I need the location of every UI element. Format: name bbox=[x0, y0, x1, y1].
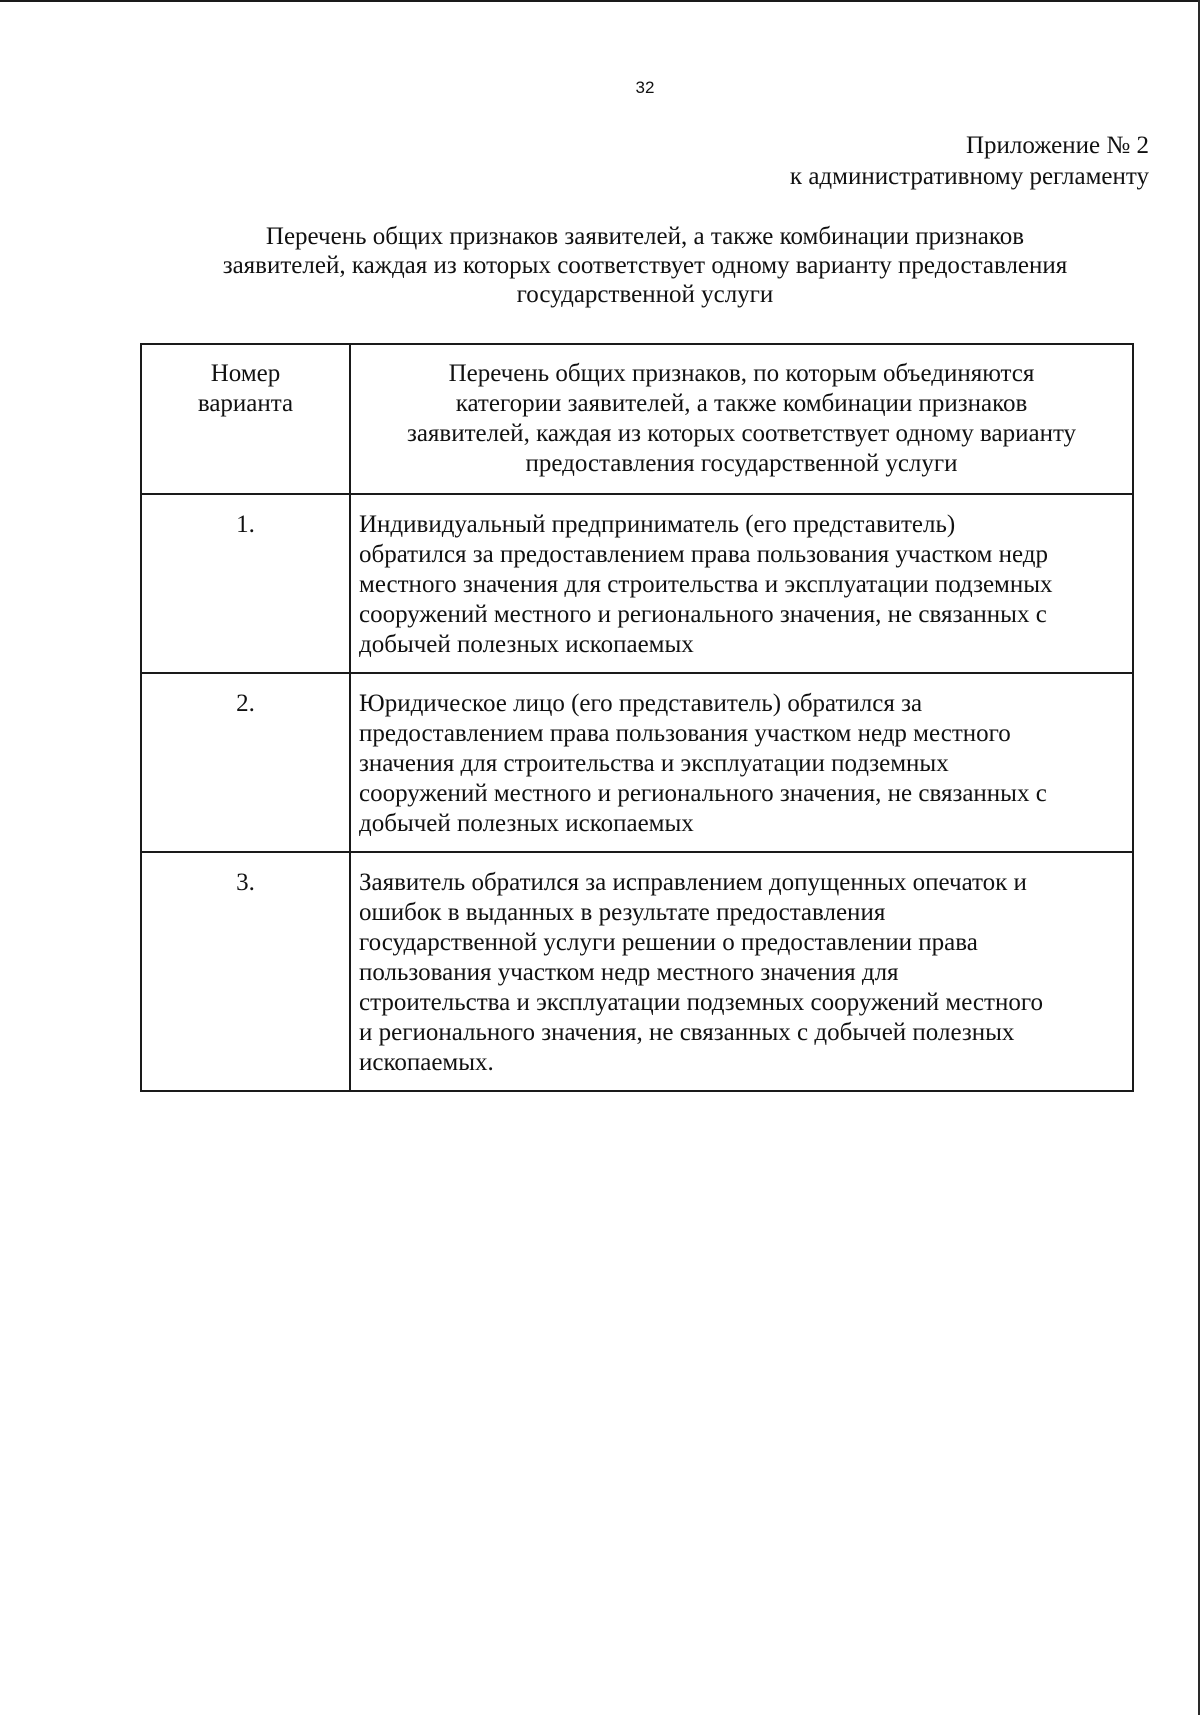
description-line: предоставлением права пользования участком недр местного bbox=[359, 720, 1011, 747]
title-line-1: Перечень общих признаков заявителей, а также комбинации признаков bbox=[265, 223, 1025, 250]
table-row bbox=[141, 852, 1133, 1091]
table-row bbox=[141, 673, 1133, 852]
variant-number: 1. bbox=[141, 494, 350, 673]
description-line: ошибок в выданных в результате предоставления bbox=[359, 899, 886, 926]
variant-description bbox=[350, 852, 1133, 1091]
description-line: обратился за предоставлением права пользования участком недр bbox=[359, 541, 1048, 568]
title-line-3: государственной услуги bbox=[516, 281, 774, 308]
scan-edge-top bbox=[0, 0, 1200, 2]
appendix-line-2: к административному регламенту bbox=[789, 163, 1149, 190]
header-number bbox=[141, 344, 350, 494]
description-line: ископаемых. bbox=[359, 1049, 494, 1076]
header-description bbox=[350, 344, 1133, 494]
appendix-line-1: Приложение № 2 bbox=[965, 132, 1149, 159]
header-number-line-1: Номер bbox=[210, 360, 281, 387]
description-line: Заявитель обратился за исправлением допущенных опечаток и bbox=[359, 869, 1027, 896]
table-row bbox=[141, 494, 1133, 673]
header-description-line-3: заявителей, каждая из которых соответствует одному варианту bbox=[406, 420, 1077, 447]
description-line: значения для строительства и эксплуатации подземных bbox=[359, 750, 949, 777]
table-header-row bbox=[141, 344, 1133, 494]
variant-number: 2. bbox=[141, 673, 350, 852]
variant-number: 3. bbox=[141, 852, 350, 1091]
header-description-line-2: категории заявителей, а также комбинации признаков bbox=[455, 390, 1028, 417]
document-title bbox=[140, 222, 1150, 309]
description-line: Юридическое лицо (его представитель) обратился за bbox=[359, 690, 923, 717]
description-line: пользования участком недр местного значения для bbox=[359, 959, 899, 986]
description-line: и регионального значения, не связанных с добычей полезных bbox=[359, 1019, 1015, 1046]
variants-table bbox=[140, 343, 1134, 1092]
description-line: государственной услуги решении о предоставлении права bbox=[359, 929, 978, 956]
header-description-line-4: предоставления государственной услуги bbox=[525, 450, 958, 477]
description-line: местного значения для строительства и эксплуатации подземных bbox=[359, 571, 1053, 598]
appendix-heading bbox=[790, 130, 1149, 192]
variant-description bbox=[350, 673, 1133, 852]
page-number: 32 bbox=[635, 78, 655, 97]
description-line: сооружений местного и регионального значения, не связанных с bbox=[359, 601, 1047, 628]
description-line: сооружений местного и регионального значения, не связанных с bbox=[359, 780, 1047, 807]
description-line: добычей полезных ископаемых bbox=[359, 810, 694, 837]
description-line: Индивидуальный предприниматель (его представитель) bbox=[359, 511, 956, 538]
title-line-2: заявителей, каждая из которых соответствует одному варианту предоставления bbox=[222, 252, 1068, 279]
header-description-line-1: Перечень общих признаков, по которым объединяются bbox=[448, 360, 1035, 387]
header-number-line-2: варианта bbox=[197, 390, 294, 417]
description-line: добычей полезных ископаемых bbox=[359, 631, 694, 658]
description-line: строительства и эксплуатации подземных сооружений местного bbox=[359, 989, 1043, 1016]
variant-description bbox=[350, 494, 1133, 673]
